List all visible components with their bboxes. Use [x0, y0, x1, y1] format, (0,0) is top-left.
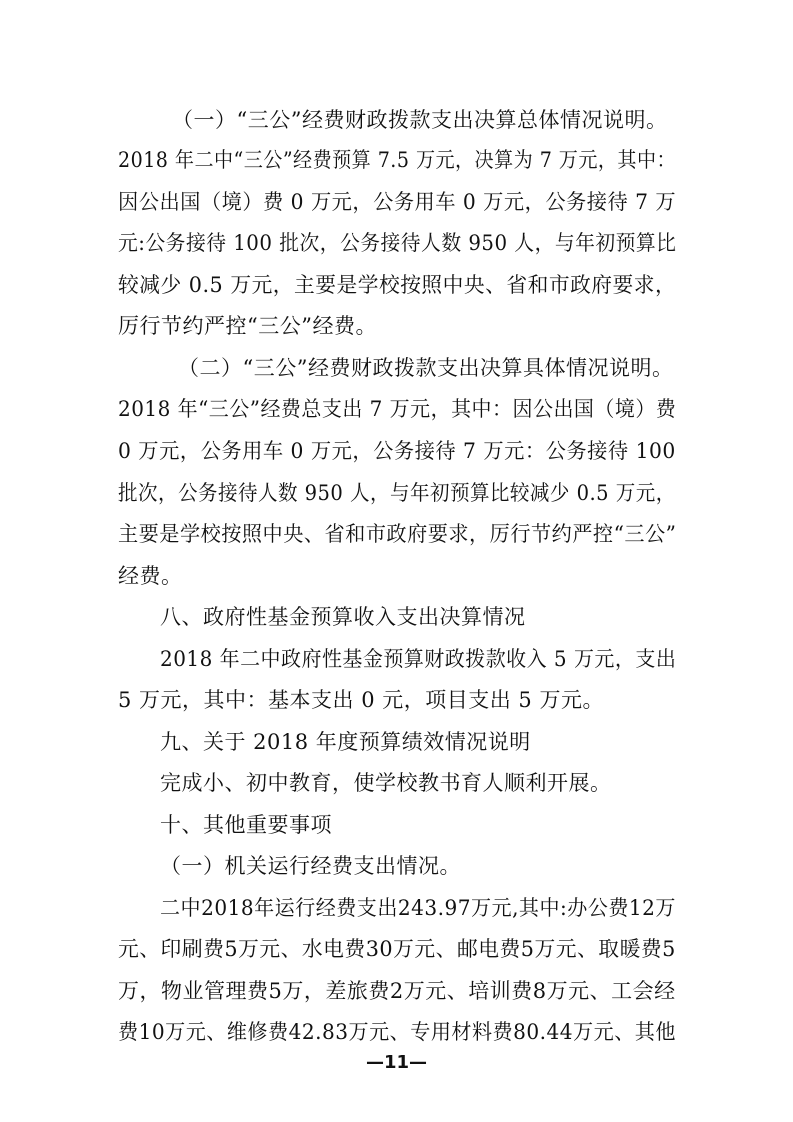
paragraph-line: 万，物业管理费5万，差旅费2万元、培训费8万元、工会经: [118, 979, 676, 1003]
subsection-heading: （一）机关运行经费支出情况。: [160, 854, 461, 878]
paragraph-line: 2018 年二中政府性基金预算财政拨款收入 5 万元，支出: [160, 647, 677, 671]
paragraph-line: 厉行节约严控“三公”经费。: [118, 314, 377, 338]
section-heading: 八、政府性基金预算收入支出决算情况: [160, 605, 526, 629]
section-heading: 九、关于 2018 年度预算绩效情况说明: [160, 730, 531, 754]
paragraph-line: 较减少 0.5 万元，主要是学校按照中央、省和市政府要求，: [118, 273, 677, 297]
paragraph-line: 2018 年二中“三公”经费预算 7.5 万元，决算为 7 万元，其中：: [118, 148, 677, 172]
paragraph-line: （二）“三公”经费财政拨款支出决算具体情况说明。: [178, 356, 674, 380]
paragraph-line: 批次，公务接待人数 950 人，与年初预算比较减少 0.5 万元，: [118, 481, 676, 505]
paragraph-line: 元、印刷费5万元、水电费30万元、邮电费5万元、取暖费5: [118, 937, 676, 961]
section-heading: 十、其他重要事项: [160, 813, 332, 837]
paragraph-line: 二中2018年运行经费支出243.97万元,其中:办公费12万: [160, 896, 676, 920]
paragraph-line: 费10万元、维修费42.83万元、专用材料费80.44万元、其他: [118, 1020, 676, 1044]
paragraph-line: 2018 年“三公”经费总支出 7 万元，其中：因公出国（境）费: [118, 397, 677, 421]
paragraph-line: 0 万元，公务用车 0 万元，公务接待 7 万元：公务接待 100: [118, 439, 676, 463]
paragraph-line: 因公出国（境）费 0 万元，公务用车 0 万元，公务接待 7 万: [118, 190, 677, 214]
paragraph-line: （一）“三公”经费财政拨款支出决算总体情况说明。: [172, 108, 668, 132]
page-number: —11—: [365, 1052, 428, 1073]
paragraph-line: 5 万元，其中：基本支出 0 元，项目支出 5 万元。: [118, 688, 604, 712]
paragraph-line: 元:公务接待 100 批次，公务接待人数 950 人，与年初预算比: [118, 231, 677, 255]
paragraph-line: 主要是学校按照中央、省和市政府要求，厉行节约严控“三公”: [118, 522, 677, 546]
paragraph-line: 完成小、初中教育，使学校教书育人顺利开展。: [160, 771, 612, 795]
paragraph-line: 经费。: [118, 564, 183, 588]
